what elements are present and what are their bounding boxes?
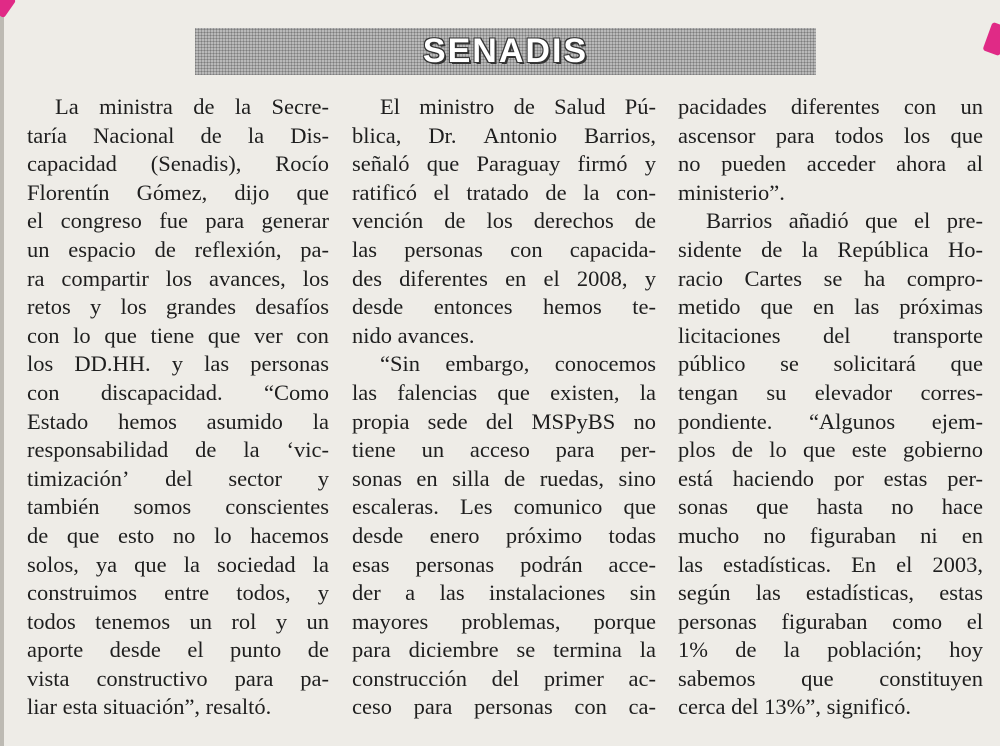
text-line: construimos entre todos, y [27,580,329,606]
text-line: capacidad (Senadis), Rocío [27,151,329,177]
text-line: mucho no figuraban ni en [678,522,983,548]
text-line: plos de lo que este gobierno [678,437,983,463]
text-line: timización’ del sector y [27,465,329,491]
text-line: nido avances. [352,322,475,348]
text-line: blica, Dr. Antonio Barrios, [352,122,656,148]
text-line: las personas con capacida- [352,236,656,262]
text-line: La ministra de la Secre- [55,94,329,119]
text-line: sonas que hasta no hace [678,494,983,520]
text-line: ascensor para todos los que [678,122,983,148]
text-line: aporte desde el punto de [27,637,329,663]
text-line: der a las instalaciones sin [352,580,656,606]
text-line: El ministro de Salud Pú- [380,94,656,119]
text-line: con lo que tiene que ver con [27,322,329,348]
text-line: sidente de la República Ho- [678,236,983,262]
text-line: ratificó el tratado de la con- [352,179,656,205]
text-line: licitaciones del transporte [678,322,983,348]
text-line: está haciendo por estas per- [678,465,983,491]
text-line: desde entonces hemos te- [352,294,656,320]
text-line: personas figuraban como el [678,608,983,634]
text-line: todos tenemos un rol y un [27,608,329,634]
text-line: tiene un acceso para per- [352,437,656,463]
text-line: propia sede del MSPyBS no [352,408,656,434]
text-line: para diciembre se termina la [352,637,656,663]
text-line: taría Nacional de la Dis- [27,122,329,148]
text-line: el congreso fue para generar [27,208,329,234]
text-line: solos, ya que la sociedad la [27,551,329,577]
text-line: de que esto no lo hacemos [27,522,329,548]
article-column-2 [352,93,656,722]
text-line: Florentín Gómez, dijo que [27,179,329,205]
text-line: con discapacidad. “Como [27,379,329,405]
text-line: ra compartir los avances, los [27,265,329,291]
column-rule [0,0,4,746]
text-line: los DD.HH. y las personas [27,351,329,377]
text-line: sabemos que constituyen [678,665,983,691]
text-line: ceso para personas con ca- [352,694,656,720]
text-line: tengan su elevador corres- [678,379,983,405]
text-line: retos y los grandes desafíos [27,294,329,320]
text-line: un espacio de reflexión, pa- [27,236,329,262]
text-line: responsabilidad de la ‘vic- [27,437,329,463]
text-line: las falencias que existen, la [352,379,656,405]
text-line: Estado hemos asumido la [27,408,329,434]
article-column-1 [27,93,329,722]
text-line: público se solicitará que [678,351,983,377]
text-line: señaló que Paraguay firmó y [352,151,656,177]
section-title: SENADIS [422,32,589,70]
text-line: también somos conscientes [27,494,329,520]
section-banner [195,28,816,75]
text-line: las estadísticas. En el 2003, [678,551,983,577]
text-line: Barrios añadió que el pre- [706,208,983,234]
text-line: “Sin embargo, conocemos [380,351,656,377]
text-line: no pueden acceder ahora al [678,151,983,177]
text-line: racio Cartes se ha compro- [678,265,983,291]
text-line: pacidades diferentes con un [678,94,983,119]
text-line: mayores problemas, porque [352,608,656,634]
text-line: construcción del primer ac- [352,665,656,691]
article-column-3 [678,93,983,722]
text-line: cerca del 13%”, significó. [678,694,912,720]
text-line: 1% de la población; hoy [678,637,983,663]
text-line: esas personas podrán acce- [352,551,656,577]
text-line: pondiente. “Algunos ejem- [678,408,983,434]
text-line: desde enero próximo todas [352,522,656,548]
text-line: vista constructivo para pa- [27,665,329,691]
text-line: vención de los derechos de [352,208,656,234]
text-line: según las estadísticas, estas [678,580,983,606]
text-line: metido que en las próximas [678,294,983,320]
text-line: liar esta situación”, resaltó. [27,694,272,720]
text-line: escaleras. Les comunico que [352,494,656,520]
text-line: sonas en silla de ruedas, sino [352,465,656,491]
text-line: ministerio”. [678,179,785,205]
text-line: des diferentes en el 2008, y [352,265,656,291]
